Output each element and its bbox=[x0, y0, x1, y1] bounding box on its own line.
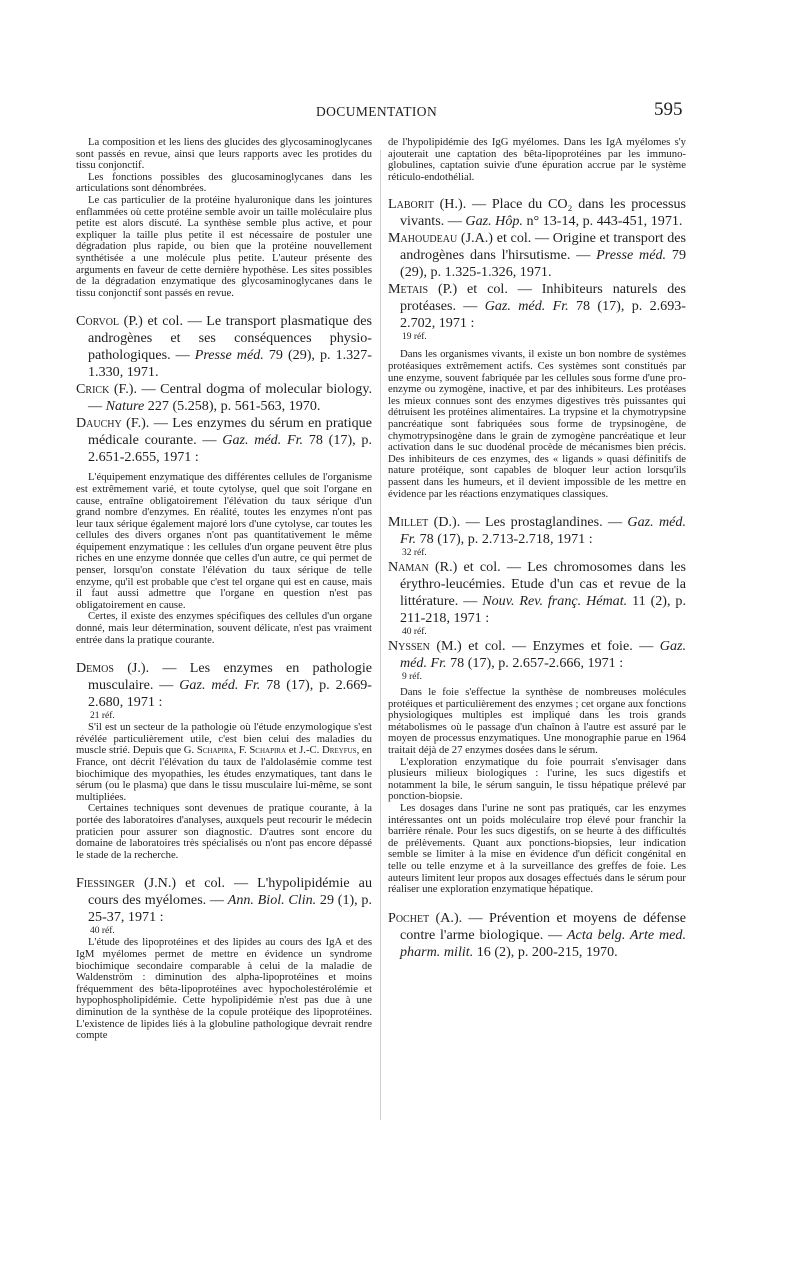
author-name: Mahoudeau bbox=[388, 230, 458, 247]
reference-fiessinger bbox=[76, 875, 372, 926]
journal-title: Gaz. méd. Fr. bbox=[179, 677, 261, 694]
reference-text: (J.A.) et col. — Origine et transport des androgènes dans l'hirsutisme. — bbox=[400, 230, 686, 264]
abstract-paragraph: Dans les organismes vivants, il existe un bon nombre de systèmes protéasiques extrêmement actifs. Ces systèmes sont constitués par une enzyme, souvent fabriquée par les cellules sous forme d'une pro-enzyme ou zymogène, inactive, et par des inhibiteurs. Les protéases les mieux connues sont des enzymes digestives très puissantes qui détruisent les protéines alimentaires. La trypsine et la chymotrypsine pancréatique sont fabriquées sous forme de trypsinogène, de chymotrypsinogène dans le grain de zymogène pancréatique et leur activation dans le suc duodénal procède de mécanismes bien précis. Des inhibiteurs de ces enzymes, des « ligands » quasi définitifs de nature protéique, sont capables de bloquer leur action lorsqu'ils passent dans les humeurs, et il devient impossible de les mettre en évidence par les réactions enzymatiques classiques. bbox=[388, 348, 686, 500]
reference-count: 9 réf. bbox=[402, 672, 423, 683]
journal-title: Gaz. méd. Fr. bbox=[400, 514, 686, 548]
reference-laborit bbox=[388, 196, 686, 230]
reference-details: 227 (5.258), p. 561-563, 1970. bbox=[144, 398, 321, 415]
reference-text: (D.). — Les prostaglandines. — bbox=[428, 514, 628, 531]
reference-details: 78 (17), p. 2.693-2.702, 1971 : bbox=[400, 298, 686, 332]
reference-text: (P.) et col. — Inhibiteurs naturels des protéases. — bbox=[400, 281, 686, 315]
abstract-paragraph: Certaines techniques sont devenues de pratique courante, à la portée des laboratoires d'analyses, auxquels peut recourir le médecin praticien pour assurer son diagnostic. D'autres sont encore du domaine de laboratoires très spécialisés ou n'ont pas encore dépassé le stade de la recherche. bbox=[76, 802, 372, 861]
reference-details: 79 (29), p. 1.325-1.326, 1971. bbox=[400, 247, 686, 281]
abstract-paragraph: Les fonctions possibles des glucosaminoglycanes dans les articulations sont dénombrées. bbox=[76, 170, 372, 195]
reference-details: 11 (2), p. 211-218, 1971 : bbox=[400, 593, 687, 627]
author-name: Demos bbox=[76, 660, 114, 677]
reference-count: 40 réf. bbox=[402, 627, 427, 638]
abstract-paragraph: Dans le foie s'effectue la synthèse de nombreuses molécules protéiques et particulièrement des enzymes ; cet organe aux fonctions physiologiques multiples est impliqué dans les trois grands métabolismes où le passage d'un chaînon à l'autre est assuré par le moyen de processus enzymatiques. Une monographie parue en 1964 traitait déjà de 27 enzymes dosées dans le sérum. bbox=[388, 686, 686, 757]
reference-text: (A.). — Prévention et moyens de défense contre l'arme biologique. — bbox=[400, 909, 686, 943]
reference-pochet bbox=[388, 910, 686, 961]
reference-count: 21 réf. bbox=[90, 711, 115, 722]
reference-count: 40 réf. bbox=[90, 926, 115, 937]
journal-title: Gaz. méd. Fr. bbox=[400, 638, 686, 672]
journal-title: Presse méd. bbox=[194, 347, 264, 364]
abstract-paragraph: Les dosages dans l'urine ne sont pas pratiqués, car les enzymes intéressantes ont un poids moléculaire trop élevé pour franchir la barrière rénale. Pour les sucs digestifs, on se heurte à des difficultés de prélèvements. Quant aux ponctions-biopsies, leur indication semble se limiter à la mise en évidence d'un déficit congénital en telle ou telle enzyme et à la surveillance des greffes de foie. Les auteurs limitent leur propos aux dosages effectués dans le sérum pour réaliser une exploration enzymatique hépatique. bbox=[388, 802, 686, 896]
reference-naman bbox=[388, 559, 686, 627]
abstract-paragraph: Le cas particulier de la protéine hyaluronique dans les jointures enflammées où cette protéine semble avoir un taille moléculaire plus petite est alors discuté. La synthèse semble plus active, et pour expliquer la taille plus petite il est nécessaire de postuler une dégradation plus rapide, ou bien que la protéine nouvellement synthétisée a une molécule plus petite. L'auteur présente des arguments en faveur de cette dernière hypothèse. Les sites possibles de la dégradation enzymatique des glycosaminoglycanes dans le tissu conjonctif sont passés en revue. bbox=[76, 193, 372, 299]
reference-crick bbox=[76, 381, 372, 415]
reference-details: 29 (1), p. 25-37, 1971 : bbox=[88, 892, 372, 926]
journal-title: Gaz. méd. Fr. bbox=[222, 432, 304, 449]
journal-title: Ann. Biol. Clin. bbox=[227, 892, 317, 909]
reference-details: 78 (17), p. 2.651-2.655, 1971 : bbox=[88, 432, 372, 466]
author-name: Dauchy bbox=[76, 415, 122, 432]
right-column bbox=[388, 137, 686, 961]
reference-metais bbox=[388, 281, 686, 332]
reference-details: 78 (17), p. 2.657-2.666, 1971 : bbox=[446, 655, 624, 672]
journal-title: Acta belg. Arte med. pharm. milit. bbox=[400, 926, 686, 960]
author-name: Laborit bbox=[388, 196, 434, 213]
reference-count: 32 réf. bbox=[402, 548, 427, 559]
journal-title: Gaz. Hôp. bbox=[465, 213, 523, 230]
author-name: Naman bbox=[388, 559, 429, 576]
reference-details: 16 (2), p. 200-215, 1970. bbox=[473, 943, 618, 960]
reference-dauchy bbox=[76, 415, 372, 466]
continued-paragraph: de l'hypolipidémie des IgG myélomes. Dans les IgA myélomes s'y ajouterait une captation des bêta-lipoprotéines par les immuno-globulines, captation suivie d'une épuration accrue par le système réticulo-endothélial. bbox=[388, 136, 686, 183]
person-name: Schapira bbox=[196, 744, 234, 757]
reference-millet bbox=[388, 514, 686, 548]
author-name: Fiessinger bbox=[76, 875, 135, 892]
reference-mahoudeau bbox=[388, 230, 686, 281]
person-name: Dreyfus bbox=[322, 744, 357, 757]
running-title: DOCUMENTATION bbox=[316, 104, 438, 119]
author-name: Nyssen bbox=[388, 638, 430, 655]
reference-text: (H.). — Place du CO₂ dans les processus vivants. — bbox=[400, 196, 686, 230]
reference-count: 19 réf. bbox=[402, 332, 427, 343]
reference-text: (P.) et col. — Le transport plasmatique des androgènes et ses conséquences physio-pathologiques. — bbox=[88, 313, 372, 364]
reference-text: (M.) et col. — Enzymes et foie. — bbox=[429, 638, 660, 655]
abstract-paragraph: La composition et les liens des glucides des glycosaminoglycanes sont passés en revue, ainsi que leurs rapports avec les protides du tissu conjonctif. bbox=[76, 136, 372, 172]
abstract-paragraph: L'exploration enzymatique du foie pourrait s'envisager dans plusieurs milieux biologiques : l'urine, les sucs digestifs et notamment la bile, le sérum sanguin, le tissu hépatique prélevé par ponction-biopsie. bbox=[388, 755, 686, 803]
journal-title: Presse méd. bbox=[596, 247, 667, 264]
page-header bbox=[0, 99, 800, 124]
left-column bbox=[76, 137, 372, 1042]
abstract-paragraph: L'équipement enzymatique des différentes cellules de l'organisme est extrêmement varié, et toute cytolyse, quel que soit l'organe en cause, entraîne obligatoirement l'élévation du taux sérique d'un grand nombre d'enzymes. En réalité, toutes les enzymes n'ont pas leur taux sérique également majoré lors d'une cytolyse, car toutes les cellules des divers organes n'ont pas quantitativement le même équipement enzymatique : les cellules d'un organe peuvent être plus riches en une enzyme donnée que celles d'un autre, ce qui permet de penser, lorsqu'on constate l'élévation du taux sérique de telle enzyme, qu'il est probable que c'est tel organe qui est en cause, mais il faut aussi admettre que l'organe en question n'est pas obligatoirement en cause. bbox=[76, 471, 372, 611]
reference-corvol bbox=[76, 313, 372, 381]
person-name: Schapira bbox=[249, 744, 287, 757]
reference-text: (J.N.) et col. — L'hypolipidémie au cours des myélomes. — bbox=[88, 875, 372, 909]
abstract-paragraph: S'il est un secteur de la pathologie où l'étude enzymologique s'est révélée particulièrement utile, c'est bien celui des maladies du muscle strié. Depuis que G. Schapira, F. Schapira et J.-C. Dreyfus, en France, ont décrit l'élévation du taux de l'aldolasémie comme test biochimique des myopathies, les études enzymatiques, tant dans le sérum (ou le plasma) que dans le tissu musculaire lui-même, se sont multipliées. bbox=[76, 721, 373, 803]
author-name: Crick bbox=[76, 381, 110, 398]
author-name: Metais bbox=[388, 281, 429, 298]
column-divider bbox=[380, 150, 381, 1120]
reference-text: (J.). — Les enzymes en pathologie musculaire. — bbox=[88, 660, 372, 694]
reference-text: (F.). — Central dogma of molecular biology. — bbox=[88, 381, 372, 415]
reference-details: n° 13-14, p. 443-451, 1971. bbox=[522, 213, 683, 230]
reference-text: (R.) et col. — Les chromosomes dans les érythro-leucémies. Etude d'un cas et revue de la littérature. — bbox=[400, 559, 686, 610]
abstract-paragraph: L'étude des lipoprotéines et des lipides au cours des IgA et des IgM myélomes permet de mettre en évidence un syndrome biochimique secondaire comparable à celui de la maladie de Waldenström : diminution des alpha-lipoprotéines et moins fréquemment des bêta-lipoprotéines avec hypocholestérolémie et hypophospholipidémie. Cette hypolipidémie n'est pas due à une diminution de la synthèse de la copule protéique des lipoprotéines. L'existence de lipides liés à la globuline pathologique devrait rendre compte bbox=[76, 936, 372, 1042]
reference-text: (F.). — Les enzymes du sérum en pratique médicale courante. — bbox=[88, 415, 372, 449]
reference-nyssen bbox=[388, 638, 686, 672]
journal-title: Nature bbox=[105, 398, 145, 415]
author-name: Pochet bbox=[388, 909, 430, 926]
page-number: 595 bbox=[654, 99, 683, 120]
reference-details: 79 (29), p. 1.327-1.330, 1971. bbox=[88, 347, 372, 381]
reference-demos bbox=[76, 660, 372, 711]
journal-title: Gaz. méd. Fr. bbox=[484, 298, 569, 315]
reference-details: 78 (17), p. 2.713-2.718, 1971 : bbox=[416, 531, 593, 548]
abstract-paragraph: Certes, il existe des enzymes spécifiques des cellules d'un organe donné, mais leur détermination, souvent délicate, n'est pas vraiment entrée dans la pratique courante. bbox=[76, 610, 372, 646]
journal-title: Nouv. Rev. franç. Hémat. bbox=[482, 593, 628, 610]
reference-details: 78 (17), p. 2.669-2.680, 1971 : bbox=[88, 677, 373, 711]
author-name: Millet bbox=[388, 514, 429, 531]
author-name: Corvol bbox=[76, 313, 120, 330]
